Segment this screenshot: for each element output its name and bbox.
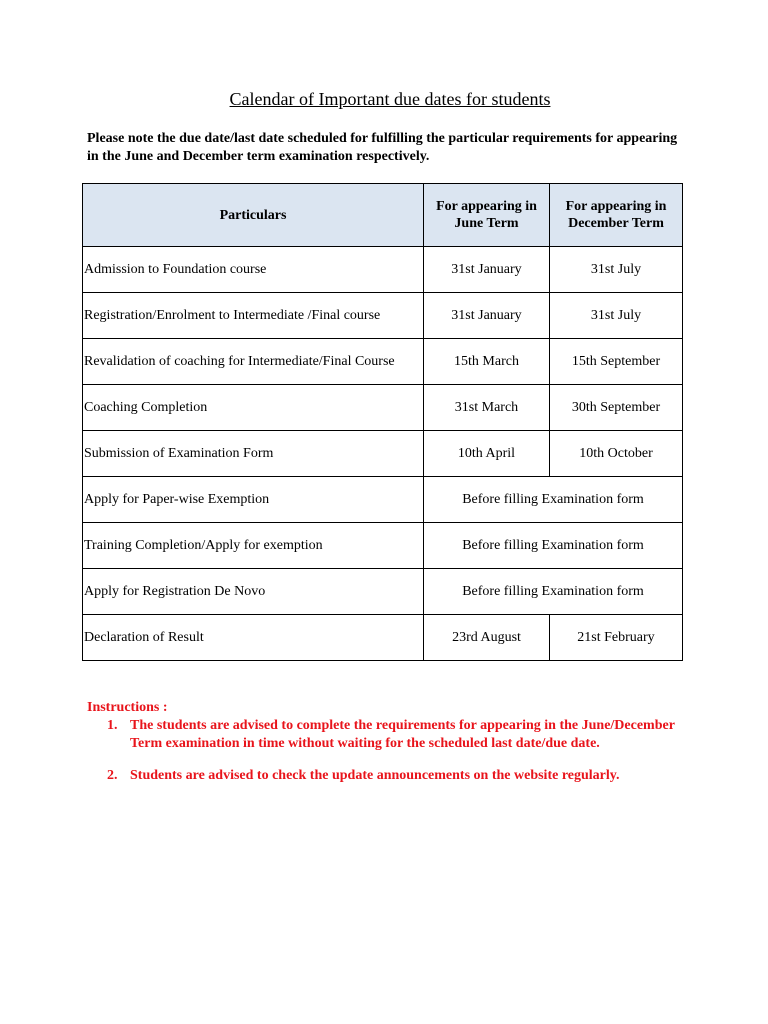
row-particular: Apply for Registration De Novo [83,569,424,615]
table-header-row [83,184,683,247]
header-particulars: Particulars [83,184,424,247]
intro-line-2: in the June and December term examination respectively. [87,149,430,164]
row-particular: Registration/Enrolment to Intermediate /Final course [83,293,424,339]
instructions-list [87,717,707,785]
table-row [83,569,683,615]
instruction-line-2: Term examination in time without waiting for the scheduled last date/due date. [130,736,600,751]
row-june-date: 31st January [424,247,550,293]
due-dates-table [82,183,683,661]
document-title: Calendar of Important due dates for students [229,89,551,109]
row-june-date: 31st January [424,293,550,339]
header-dec-line-2: December Term [568,216,664,231]
table-row [83,293,683,339]
row-particular: Revalidation of coaching for Intermediate/Final Course [83,339,424,385]
table-row [83,523,683,569]
instructions-heading: Instructions : [87,700,168,715]
row-particular: Admission to Foundation course [83,247,424,293]
header-dec-line-1: For appearing in [565,199,667,214]
row-combined-date: Before filling Examination form [424,523,683,569]
table-row [83,615,683,661]
table-row [83,385,683,431]
row-particular: Declaration of Result [83,615,424,661]
row-december-date: 30th September [550,385,683,431]
row-june-date: 31st March [424,385,550,431]
table-row [83,477,683,523]
instruction-item [87,717,707,753]
instruction-item [87,767,707,785]
instruction-number: 2. [107,768,118,783]
row-june-date: 23rd August [424,615,550,661]
header-december-term [550,184,683,247]
table-row [83,247,683,293]
row-combined-date: Before filling Examination form [424,477,683,523]
header-june-line-2: June Term [454,216,519,231]
intro-paragraph [87,130,707,166]
header-june-term [424,184,550,247]
row-december-date: 31st July [550,293,683,339]
row-combined-date: Before filling Examination form [424,569,683,615]
table-row [83,431,683,477]
row-june-date: 15th March [424,339,550,385]
header-june-line-1: For appearing in [436,199,537,214]
instruction-line-1: The students are advised to complete the requirements for appearing in the June/December [130,718,675,733]
row-particular: Submission of Examination Form [83,431,424,477]
table-row [83,339,683,385]
row-particular: Training Completion/Apply for exemption [83,523,424,569]
row-particular: Apply for Paper-wise Exemption [83,477,424,523]
intro-line-1: Please note the due date/last date scheduled for fulfilling the particular requirements for appearing [87,131,678,146]
row-december-date: 31st July [550,247,683,293]
row-particular: Coaching Completion [83,385,424,431]
row-june-date: 10th April [424,431,550,477]
row-december-date: 21st February [550,615,683,661]
instructions-section [87,699,707,785]
row-december-date: 10th October [550,431,683,477]
row-december-date: 15th September [550,339,683,385]
instruction-line-1: Students are advised to check the update announcements on the website regularly. [130,768,620,783]
instruction-number: 1. [107,718,118,733]
